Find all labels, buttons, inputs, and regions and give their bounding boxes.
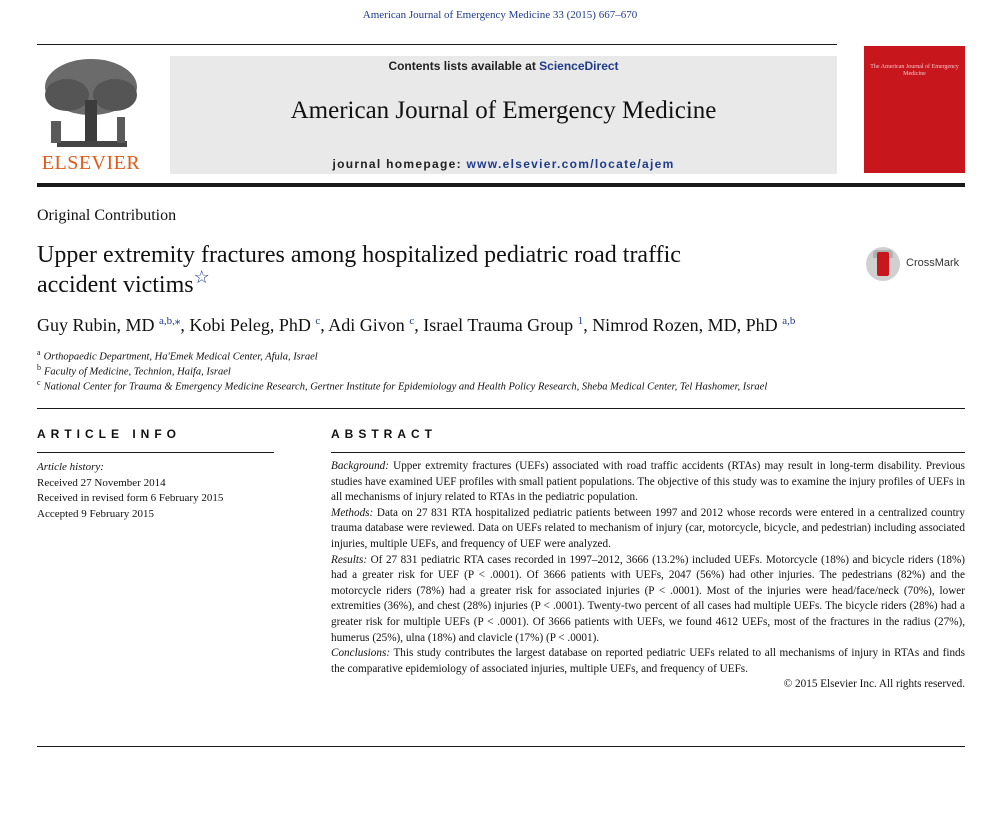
sciencedirect-link[interactable]: ScienceDirect <box>539 59 619 73</box>
results-text: Of 27 831 pediatric RTA cases recorded in 1997–2012, 3666 (13.2%) included UEFs. Motorcycle (18%) and bicycle riders (18%) had a greater risk for UEF (P < .0001). Of 3666 patients with UEFs, 2047 (56%) had other injuries. The pedestrians (82%) and the motorcycle riders (78%) had a greater risk for associated injuries (P < .0001). Most of the injuries were head/face/neck (70%), lower extremities (36%), and chest (28%) injuries (P < .0001). Twenty-two percent of all cases had multiple UEFs. The bicycle riders (28%) had a greater risk for multiple UEFs (P < .0001). Of 3666 patients with UEFs, we found 4612 UEFs, most of the fractures in the radius (27%), humerus (25%), ulna (18%) and clavicle (17%) (P < .0001). <box>331 553 965 644</box>
abstract-body <box>331 459 965 693</box>
abstract-heading: ABSTRACT <box>331 427 437 441</box>
article-info-divider <box>37 452 274 453</box>
copyright-notice: © 2015 Elsevier Inc. All rights reserved. <box>783 678 965 691</box>
author-affiliation-marks[interactable]: a,b,⁎ <box>159 315 181 327</box>
author-affiliation-marks[interactable]: c <box>409 315 415 327</box>
affiliation-text: Faculty of Medicine, Technion, Haifa, Israel <box>44 366 231 378</box>
title-footnote-star-icon[interactable]: ☆ <box>193 267 210 287</box>
methods-label: Methods: <box>331 506 374 519</box>
affiliation-mark: c <box>37 378 41 387</box>
affiliation-mark: b <box>37 363 41 372</box>
author-name[interactable]: , Kobi Peleg, PhD <box>180 315 316 335</box>
conclusions-label: Conclusions: <box>331 647 391 660</box>
article-info-heading: ARTICLE INFO <box>37 427 181 441</box>
author-affiliation-marks[interactable]: 1 <box>577 315 584 327</box>
accepted-date: Accepted 9 February 2015 <box>37 507 154 520</box>
affiliation-b <box>37 363 231 378</box>
affiliation-text: Orthopaedic Department, Ha'Emek Medical Center, Afula, Israel <box>43 351 318 363</box>
article-history <box>37 460 223 522</box>
article-title <box>37 240 817 300</box>
crossmark-label: CrossMark <box>906 257 960 269</box>
elsevier-logo <box>37 55 145 175</box>
journal-cover-image <box>864 46 965 173</box>
journal-banner <box>170 56 837 174</box>
affiliation-text: National Center for Trauma & Emergency Medicine Research, Gertner Institute for Epidemiology and Health Policy Research, Sheba Medical Center, Tel Hashomer, Israel <box>43 381 768 393</box>
contents-line <box>170 59 837 73</box>
background-text: Upper extremity fractures (UEFs) associated with road traffic accidents (RTAs) may result in long-term disability. Previous studies have examined UEF profiles with small patient populations. The objective of this study was to examine the injury profiles of UEFs in all mechanisms of injury related to RTAs in the pediatric population. <box>331 460 965 504</box>
abstract-methods <box>331 506 965 553</box>
author-affiliation-marks[interactable]: a,b <box>782 315 796 327</box>
history-label: Article history: <box>37 461 104 473</box>
received-date: Received 27 November 2014 <box>37 476 166 489</box>
journal-title: American Journal of Emergency Medicine <box>290 97 717 124</box>
contents-prefix: Contents lists available at <box>388 59 540 73</box>
header-thick-divider <box>37 183 965 187</box>
abstract-conclusions <box>331 646 965 677</box>
crossmark-icon-bar <box>877 252 889 276</box>
abstract-results <box>331 553 965 647</box>
homepage-link[interactable]: www.elsevier.com/locate/ajem <box>466 157 675 171</box>
author-name[interactable]: , Nimrod Rozen, MD, PhD <box>583 315 783 335</box>
elsevier-wordmark: ELSEVIER <box>41 152 141 174</box>
abstract-background <box>331 459 965 506</box>
background-label: Background: <box>331 460 389 472</box>
journal-homepage-line <box>170 157 837 171</box>
crossmark-badge[interactable] <box>866 247 976 281</box>
bottom-divider <box>37 746 965 747</box>
author-list <box>37 314 795 336</box>
methods-text: Data on 27 831 RTA hospitalized pediatric patients between 1997 and 2012 whose records were entered in a centralized country trauma database were reviewed. Data on UEFs related to mechanism of injury (car, motorcycle, bicycle, and pedestrian) including associated injuries, multiple UEFs, and frequency of UEF were analyzed. <box>331 506 965 550</box>
author-affiliation-marks[interactable]: c <box>315 315 321 327</box>
author-name[interactable]: , Adi Givon <box>320 315 410 335</box>
affiliations-divider <box>37 408 965 409</box>
homepage-prefix: journal homepage: <box>332 157 467 171</box>
conclusions-text: This study contributes the largest database on reported pediatric UEFs related to all mechanisms of injury in RTAs and finds the comparative epidemiology of associated injuries, multiple UEFs, and frequency of UEFs. <box>331 647 965 675</box>
revised-date: Received in revised form 6 February 2015 <box>37 492 224 504</box>
affiliation-mark: a <box>37 348 41 357</box>
top-divider <box>37 44 837 45</box>
abstract-divider <box>331 452 965 453</box>
affiliation-c <box>37 378 767 393</box>
article-type: Original Contribution <box>37 207 177 224</box>
title-line-2: accident victims <box>37 272 194 298</box>
title-line-1: Upper extremity fractures among hospitalized pediatric road traffic <box>37 242 681 268</box>
author-name[interactable]: Guy Rubin, MD <box>37 315 160 335</box>
results-label: Results: <box>331 553 368 566</box>
author-name[interactable]: , Israel Trauma Group <box>414 315 578 335</box>
elsevier-tree-icon <box>37 55 145 151</box>
affiliation-a <box>37 348 318 363</box>
journal-citation: American Journal of Emergency Medicine 33 (2015) 667–670 <box>362 9 638 21</box>
cover-title: The American Journal of Emergency Medicine <box>870 64 959 77</box>
